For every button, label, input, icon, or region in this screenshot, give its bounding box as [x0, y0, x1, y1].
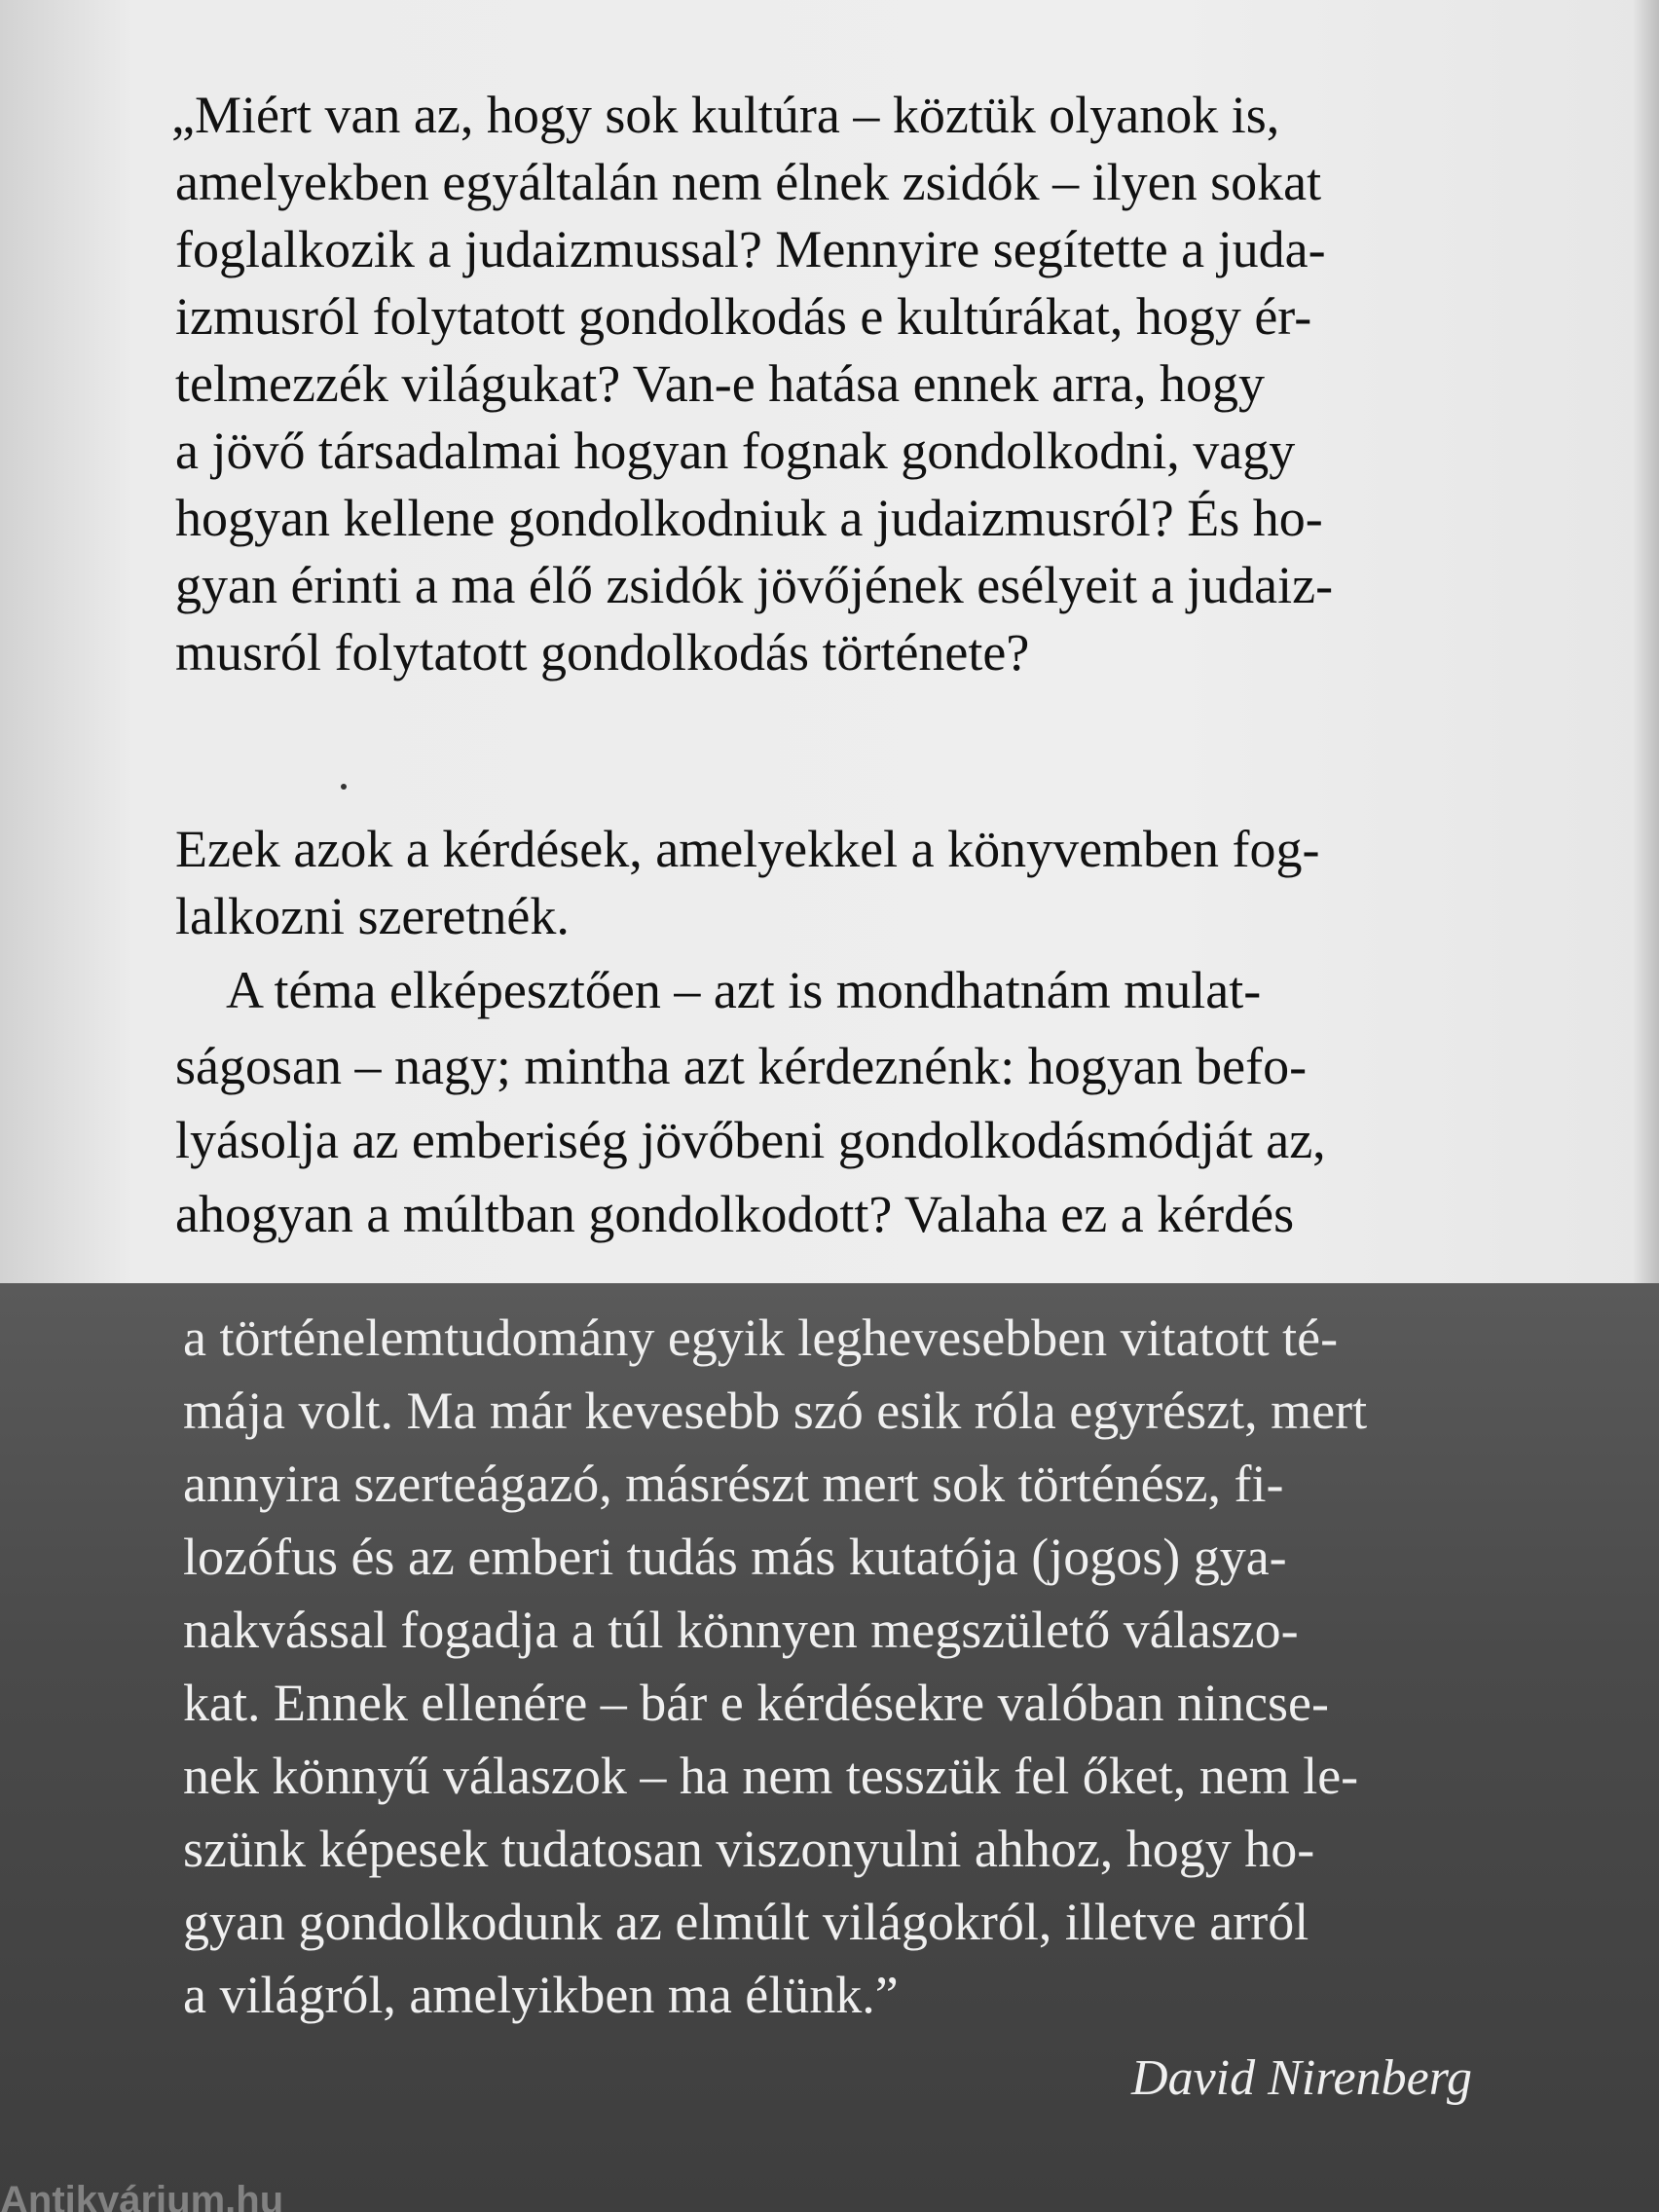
- speck: [341, 784, 347, 790]
- text-line: A téma elképesztően – azt is mondhatnám mulat-: [226, 961, 1262, 1019]
- text-line: hogyan kellene gondolkodniuk a judaizmusról? És ho-: [175, 489, 1323, 547]
- text-line: ahogyan a múltban gondolkodott? Valaha ez a kérdés: [175, 1185, 1295, 1243]
- watermark: Antikvárium.hu: [0, 2181, 284, 2212]
- text-line: szünk képesek tudatosan viszonyulni ahhoz, hogy ho-: [183, 1820, 1315, 1878]
- text-line: „Miért van az, hogy sok kultúra – köztük olyanok is,: [171, 86, 1280, 144]
- text-line: musról folytatott gondolkodás története?: [175, 623, 1030, 682]
- page-edge: [1634, 0, 1659, 1283]
- text-line: kat. Ennek ellenére – bár e kérdésekre valóban nincse-: [183, 1674, 1329, 1732]
- text-line: izmusról folytatott gondolkodás e kultúrákat, hogy ér-: [175, 287, 1312, 346]
- text-line: gyan érinti a ma élő zsidók jövőjének esélyeit a judaiz-: [175, 556, 1334, 614]
- author-signature: David Nirenberg: [1131, 2050, 1472, 2106]
- text-line: lozófus és az emberi tudás más kutatója (jogos) gya-: [183, 1528, 1287, 1586]
- text-line: ságosan – nagy; mintha azt kérdeznénk: hogyan befo-: [175, 1037, 1308, 1095]
- text-line: lalkozni szeretnék.: [175, 887, 570, 945]
- text-line: nek könnyű válaszok – ha nem tesszük fel őket, nem le-: [183, 1747, 1359, 1805]
- text-line: a történelemtudomány egyik leghevesebben vitatott té-: [183, 1309, 1339, 1367]
- text-line: foglalkozik a judaizmussal? Mennyire segítette a juda-: [175, 220, 1326, 278]
- text-line: a világról, amelyikben ma élünk.”: [183, 1966, 899, 2024]
- text-line: annyira szerteágazó, másrészt mert sok történész, fi-: [183, 1455, 1284, 1513]
- text-line: lyásolja az emberiség jövőbeni gondolkodásmódját az,: [175, 1111, 1326, 1169]
- text-line: Ezek azok a kérdések, amelyekkel a könyvemben fog-: [175, 820, 1320, 878]
- text-line: gyan gondolkodunk az elmúlt világokról, illetve arról: [183, 1893, 1309, 1951]
- text-line: a jövő társadalmai hogyan fognak gondolkodni, vagy: [175, 422, 1296, 480]
- text-line: mája volt. Ma már kevesebb szó esik róla egyrészt, mert: [183, 1382, 1368, 1440]
- text-line: nakvással fogadja a túl könnyen megszülető válaszo-: [183, 1601, 1299, 1659]
- text-line: telmezzék világukat? Van-e hatása ennek arra, hogy: [175, 354, 1265, 413]
- text-line: amelyekben egyáltalán nem élnek zsidók – ilyen sokat: [175, 153, 1322, 211]
